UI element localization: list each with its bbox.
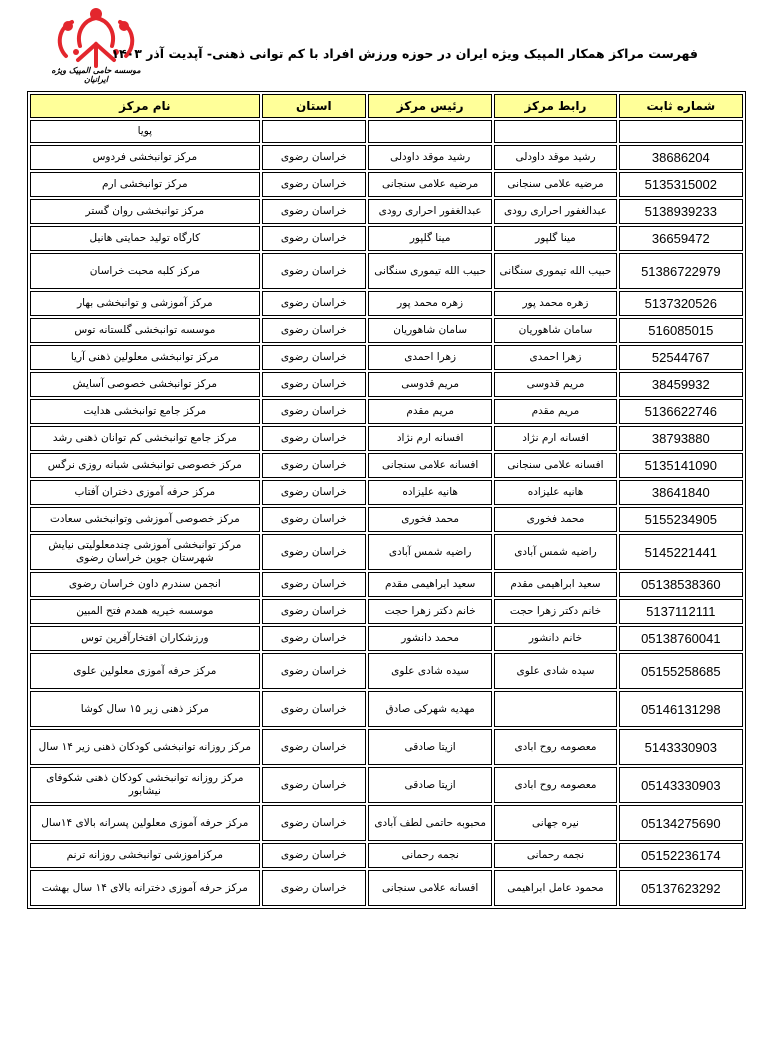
center-name-cell: موسسه توانبخشی گلستانه توس	[30, 318, 260, 343]
center-name-cell: مرکز خصوصی توانبخشی شبانه روزی نرگس	[30, 453, 260, 478]
center-name-cell: مرکز آموزشی و توانبخشی بهار	[30, 291, 260, 316]
table-row	[30, 767, 743, 803]
table-row	[30, 599, 743, 624]
center-name-cell: کارگاه تولید حمایتی هانیل	[30, 226, 260, 251]
table-row	[30, 729, 743, 765]
table-row	[30, 426, 743, 451]
head-cell: رشید موقد داودلی	[368, 145, 492, 170]
liaison-cell: حبیب الله تیموری سنگانی	[494, 253, 616, 289]
liaison-cell: عبدالغفور احراری رودی	[494, 199, 616, 224]
phone-cell: 05138760041	[619, 626, 743, 651]
table-row	[30, 691, 743, 727]
head-cell: راضیه شمس آبادی	[368, 534, 492, 570]
center-name-cell: مرکز خصوصی آموزشی وتوانبخشی سعادت	[30, 507, 260, 532]
province-cell: خراسان رضوی	[262, 626, 366, 651]
table-row	[30, 534, 743, 570]
center-name-cell: مرکز حرفه آموزی معلولین علوی	[30, 653, 260, 689]
table-row	[30, 572, 743, 597]
province-cell: خراسان رضوی	[262, 145, 366, 170]
phone-cell: 05138538360	[619, 572, 743, 597]
table-row	[30, 199, 743, 224]
province-cell: خراسان رضوی	[262, 507, 366, 532]
liaison-cell: افسانه علامی سنجانی	[494, 453, 616, 478]
province-cell: خراسان رضوی	[262, 599, 366, 624]
liaison-cell	[494, 691, 616, 727]
liaison-cell: راضیه شمس آبادی	[494, 534, 616, 570]
province-cell: خراسان رضوی	[262, 729, 366, 765]
head-cell: خانم دکتر زهرا حجت	[368, 599, 492, 624]
liaison-cell: خانم دکتر زهرا حجت	[494, 599, 616, 624]
center-name-cell: موسسه خیریه همدم فتح المبین	[30, 599, 260, 624]
head-cell: زهرا احمدی	[368, 345, 492, 370]
province-cell: خراسان رضوی	[262, 843, 366, 868]
centers-table	[27, 91, 746, 909]
table-row	[30, 226, 743, 251]
center-name-cell: ورزشکاران افتخارآفرین توس	[30, 626, 260, 651]
center-name-cell: مرکز توانبخشی معلولین ذهنی آریا	[30, 345, 260, 370]
phone-cell: 5145221441	[619, 534, 743, 570]
head-cell: محمد دانشور	[368, 626, 492, 651]
table-row	[30, 399, 743, 424]
head-cell: محبوبه حاتمی لطف آبادی	[368, 805, 492, 841]
center-name-cell: مرکزاموزشی توانبخشی روزانه ترنم	[30, 843, 260, 868]
liaison-cell: مریم مقدم	[494, 399, 616, 424]
center-name-cell: مرکز توانبخشی ارم	[30, 172, 260, 197]
table-row	[30, 507, 743, 532]
liaison-cell: نجمه رحمانی	[494, 843, 616, 868]
liaison-cell: زهرا احمدی	[494, 345, 616, 370]
phone-cell: 5137320526	[619, 291, 743, 316]
center-name-cell: مرکز توانبخشی خصوصی آسایش	[30, 372, 260, 397]
province-cell: خراسان رضوی	[262, 426, 366, 451]
phone-cell: 05155258685	[619, 653, 743, 689]
phone-cell: 5136622746	[619, 399, 743, 424]
head-cell: سعید ابراهیمی مقدم	[368, 572, 492, 597]
liaison-cell: سعید ابراهیمی مقدم	[494, 572, 616, 597]
province-cell: خراسان رضوی	[262, 345, 366, 370]
phone-cell: 38793880	[619, 426, 743, 451]
province-cell: خراسان رضوی	[262, 253, 366, 289]
table-row	[30, 291, 743, 316]
province-cell: خراسان رضوی	[262, 870, 366, 906]
phone-cell: 38686204	[619, 145, 743, 170]
table-row	[30, 145, 743, 170]
phone-cell: 05137623292	[619, 870, 743, 906]
province-cell: خراسان رضوی	[262, 291, 366, 316]
table-row	[30, 172, 743, 197]
phone-cell: 51386722979	[619, 253, 743, 289]
province-cell: خراسان رضوی	[262, 372, 366, 397]
phone-cell: 05143330903	[619, 767, 743, 803]
center-name-cell: مرکز جامع توانبخشی کم توانان ذهنی رشد	[30, 426, 260, 451]
province-cell: خراسان رضوی	[262, 653, 366, 689]
phone-cell: 38641840	[619, 480, 743, 505]
phone-cell	[619, 120, 743, 143]
head-cell: افسانه علامی سنجانی	[368, 453, 492, 478]
center-name-cell: مرکز حرفه آموزی دخترانه بالای ۱۴ سال بهشت	[30, 870, 260, 906]
center-name-cell: مرکز روزانه توانبخشی کودکان ذهنی شکوفای نیشابور	[30, 767, 260, 803]
province-cell: خراسان رضوی	[262, 172, 366, 197]
head-header: رئیس مرکز	[368, 94, 492, 118]
liaison-header: رابط مرکز	[494, 94, 616, 118]
liaison-cell: سامان شاهوریان	[494, 318, 616, 343]
liaison-cell: مینا گلپور	[494, 226, 616, 251]
phone-cell: 5143330903	[619, 729, 743, 765]
province-header: استان	[262, 94, 366, 118]
province-cell: خراسان رضوی	[262, 805, 366, 841]
table-row	[30, 345, 743, 370]
table-body	[30, 120, 743, 906]
center-name-cell: مرکز جامع توانبخشی هدایت	[30, 399, 260, 424]
phone-cell: 05146131298	[619, 691, 743, 727]
phone-cell: 05134275690	[619, 805, 743, 841]
phone-cell: 5138939233	[619, 199, 743, 224]
head-cell: مریم قدوسی	[368, 372, 492, 397]
liaison-cell: خانم دانشور	[494, 626, 616, 651]
head-cell: افسانه علامی سنجانی	[368, 870, 492, 906]
table-row	[30, 653, 743, 689]
phone-cell: 05152236174	[619, 843, 743, 868]
head-cell: مهدیه شهرکی صادق	[368, 691, 492, 727]
liaison-cell: سیده شادی علوی	[494, 653, 616, 689]
liaison-cell: مریم قدوسی	[494, 372, 616, 397]
center-name-cell: مرکز توانبخشی آموزشی چندمعلولیتی نیایش شهرستان جوین خراسان رضوی	[30, 534, 260, 570]
province-cell: خراسان رضوی	[262, 480, 366, 505]
province-cell: خراسان رضوی	[262, 318, 366, 343]
liaison-cell: معصومه روح ابادی	[494, 729, 616, 765]
phone-cell: 5135141090	[619, 453, 743, 478]
center-name-cell: مرکز حرفه آموزی معلولین پسرانه بالای ۱۴سال	[30, 805, 260, 841]
liaison-cell: افسانه ارم نژاد	[494, 426, 616, 451]
province-cell: خراسان رضوی	[262, 534, 366, 570]
table-row	[30, 626, 743, 651]
head-cell: هانیه علیزاده	[368, 480, 492, 505]
liaison-cell: هانیه علیزاده	[494, 480, 616, 505]
province-cell: خراسان رضوی	[262, 691, 366, 727]
center-name-cell: مرکز توانبخشی فردوس	[30, 145, 260, 170]
liaison-cell: رشید موقد داودلی	[494, 145, 616, 170]
phone-cell: 5135315002	[619, 172, 743, 197]
head-cell: مینا گلپور	[368, 226, 492, 251]
head-cell: ازیتا صادقی	[368, 729, 492, 765]
head-cell	[368, 120, 492, 143]
name-header: نام مرکز	[30, 94, 260, 118]
table-row	[30, 318, 743, 343]
table-row	[30, 253, 743, 289]
province-cell: خراسان رضوی	[262, 767, 366, 803]
head-cell: محمد فخوری	[368, 507, 492, 532]
province-cell	[262, 120, 366, 143]
head-cell: مرضیه علامی سنجانی	[368, 172, 492, 197]
table-row	[30, 480, 743, 505]
head-cell: عبدالغفور احراری رودی	[368, 199, 492, 224]
special-olympics-logo-icon	[46, 6, 146, 72]
head-cell: نجمه رحمانی	[368, 843, 492, 868]
liaison-cell: نیره جهانی	[494, 805, 616, 841]
center-name-cell: مرکز حرفه آموزی دختران آفتاب	[30, 480, 260, 505]
phone-cell: 516085015	[619, 318, 743, 343]
head-cell: ازیتا صادقی	[368, 767, 492, 803]
table-header-row	[30, 94, 743, 118]
province-cell: خراسان رضوی	[262, 572, 366, 597]
center-name-cell: مرکز توانبخشی روان گستر	[30, 199, 260, 224]
head-cell: افسانه ارم نژاد	[368, 426, 492, 451]
province-cell: خراسان رضوی	[262, 226, 366, 251]
table-row	[30, 870, 743, 906]
center-name-cell: انجمن سندرم داون خراسان رضوی	[30, 572, 260, 597]
liaison-cell: محمد فخوری	[494, 507, 616, 532]
province-cell: خراسان رضوی	[262, 399, 366, 424]
phone-cell: 52544767	[619, 345, 743, 370]
phone-cell: 5137112111	[619, 599, 743, 624]
province-cell: خراسان رضوی	[262, 453, 366, 478]
page-title: فهرست مراکز همکار المپیک ویژه ایران در حوزه ورزش افراد با کم توانی ذهنی- آپدیت آذر ۱۴۰۳	[111, 46, 698, 61]
phone-cell: 36659472	[619, 226, 743, 251]
province-cell: خراسان رضوی	[262, 199, 366, 224]
head-cell: حبیب الله تیموری سنگانی	[368, 253, 492, 289]
table-row	[30, 372, 743, 397]
phone-cell: 38459932	[619, 372, 743, 397]
liaison-cell: محمود عامل ابراهیمی	[494, 870, 616, 906]
table-row	[30, 843, 743, 868]
phone-header: شماره ثابت	[619, 94, 743, 118]
head-cell: زهره محمد پور	[368, 291, 492, 316]
center-name-cell: مرکز روزانه توانبخشی کودکان ذهنی زیر ۱۴ سال	[30, 729, 260, 765]
table-row	[30, 120, 743, 143]
center-name-cell: مرکز کلبه محبت خراسان	[30, 253, 260, 289]
liaison-cell	[494, 120, 616, 143]
center-name-cell: پویا	[30, 120, 260, 143]
head-cell: سامان شاهوریان	[368, 318, 492, 343]
center-name-cell: مرکز ذهنی زیر ۱۵ سال کوشا	[30, 691, 260, 727]
head-cell: سیده شادی علوی	[368, 653, 492, 689]
logo-text: موسسه حامی المپیک ویژه ایرانیان	[51, 66, 141, 84]
centers-table-wrap	[27, 91, 746, 909]
head-cell: مریم مقدم	[368, 399, 492, 424]
table-row	[30, 453, 743, 478]
liaison-cell: معصومه روح ابادی	[494, 767, 616, 803]
table-row	[30, 805, 743, 841]
liaison-cell: مرضیه علامی سنجانی	[494, 172, 616, 197]
phone-cell: 5155234905	[619, 507, 743, 532]
liaison-cell: زهره محمد پور	[494, 291, 616, 316]
